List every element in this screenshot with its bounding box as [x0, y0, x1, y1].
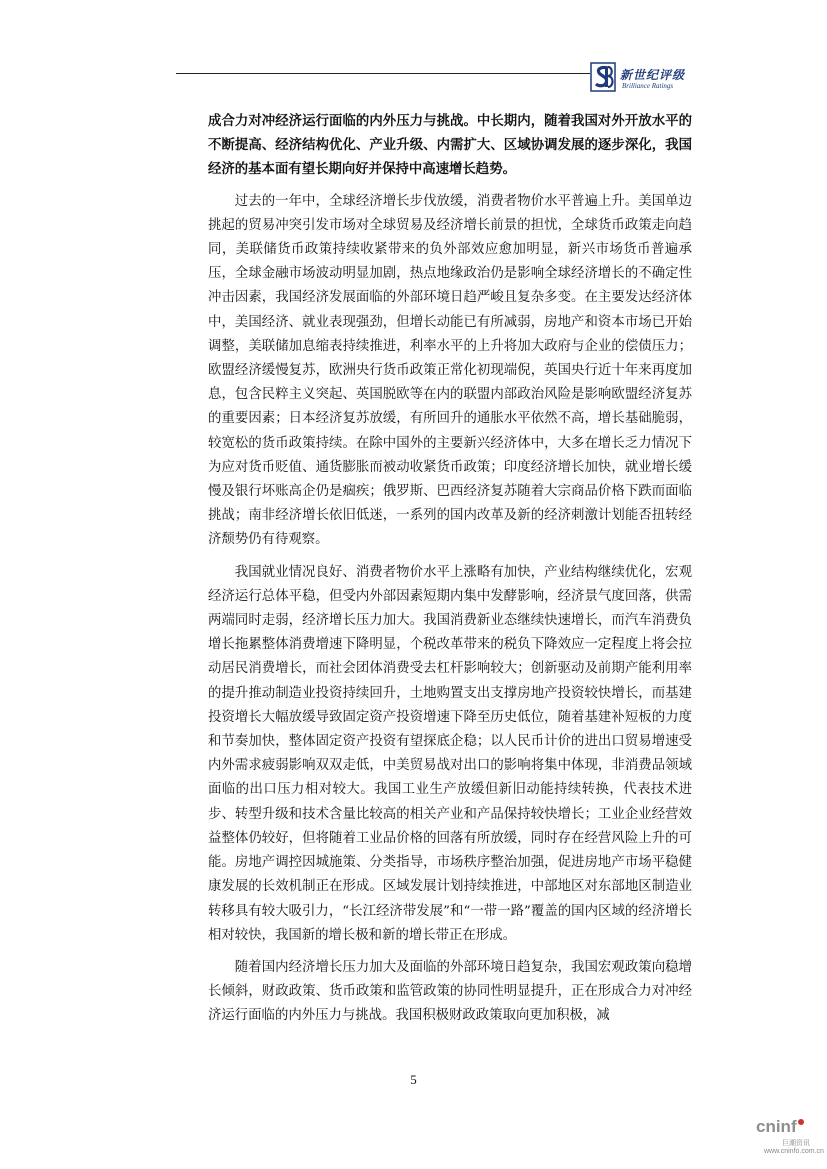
header-rule — [176, 73, 590, 74]
page-number: 5 — [410, 1072, 417, 1087]
paragraph-macro-policy: 随着国内经济增长压力加大及面临的外部环境日趋复杂，我国宏观政策向稳增长倾斜，财政政策、货币政策和监管政策的协同性明显提升，正在形成合力对冲经济运行面临的内外压力与挑战。我国积极财政政策取向更加积极，减 — [208, 959, 692, 1024]
document-body — [208, 109, 692, 1029]
cninfo-url: www.cninfo.com.cn — [764, 1148, 824, 1155]
paragraph-global-economy: 过去的一年中，全球经济增长步伐放缓，消费者物价水平普遍上升。美国单边挑起的贸易冲突引发市场对全球贸易及经济增长前景的担忧，全球货币政策走向趋同，美联储货币政策持续收紧带来的负外部效应愈加明显，新兴市场货币普遍承压，全球金融市场波动明显加剧，热点地缘政治仍是影响全球经济增长的不确定性冲击因素，我国经济发展面临的外部环境日趋严峻且复杂多变。在主要发达经济体中，美国经济、就业表现强劲，但增长动能已有所减弱，房地产和资本市场已开始调整，美联储加息缩表持续推进，利率水平的上升将加大政府与企业的偿债压力；欧盟经济缓慢复苏，欧洲央行货币政策正常化初现端倪，英国央行近十年来再度加息，包含民粹主义突起、英国脱欧等在内的联盟内部政治风险是影响欧盟经济复苏的重要因素；日本经济复苏放缓，有所回升的通胀水平依然不高，增长基础脆弱，较宽松的货币政策持续。在除中国外的主要新兴经济体中，大多在增长乏力情况下为应对货币贬值、通货膨胀而被动收紧货币政策；印度经济增长加快，就业增长缓慢及银行坏账高企仍是痼疾；俄罗斯、巴西经济复苏随着大宗商品价格下跌而面临挑战；南非经济增长依旧低迷，一系列的国内改革及新的经济刺激计划能否扭转经济颓势仍有待观察。 — [208, 193, 692, 548]
sb-logo-icon — [590, 62, 616, 92]
cninfo-watermark — [742, 1117, 822, 1161]
bold-intro-paragraph: 成合力对冲经济运行面临的内外压力与挑战。中长期内，随着我国对外开放水平的不断提高、经济结构优化、产业升级、内需扩大、区域协调发展的逐步深化，我国经济的基本面有望长期向好并保持中高速增长趋势。 — [208, 113, 692, 178]
cninfo-logo-text: cninf — [756, 1117, 797, 1136]
logo-chinese-name: 新世纪评级 — [620, 68, 686, 82]
cninfo-dot-icon — [798, 1119, 804, 1125]
logo-english-name: Brilliance Ratings — [622, 82, 674, 90]
cninfo-chinese-name: 巨潮资讯 — [782, 1139, 810, 1147]
paragraph-domestic-economy: 我国就业情况良好、消费者物价水平上涨略有加快，产业结构继续优化，宏观经济运行总体平稳，但受内外部因素短期内集中发酵影响，经济景气度回落，供需两端同时走弱，经济增长压力加大。我国消费新业态继续快速增长，而汽车消费负增长拖累整体消费增速下降明显，个税改革带来的税负下降效应一定程度上将会拉动居民消费增长，而社会团体消费受去杠杆影响较大；创新驱动及前期产能利用率的提升推动制造业投资持续回升，土地购置支出支撑房地产投资较快增长，而基建投资增长大幅放缓导致固定资产投资增速下降至历史低位，随着基建补短板的力度和节奏加快，整体固定资产投资有望探底企稳；以人民币计价的进出口贸易增速受内外需求疲弱影响双双走低，中美贸易战对出口的影响将集中体现，非消费品领域面临的出口压力相对较大。我国工业生产放缓但新旧动能持续转换，代表技术进步、转型升级和技术含量比较高的相关产业和产品保持较快增长；工业企业经营效益整体仍较好，但将随着工业品价格的回落有所放缓，同时存在经营风险上升的可能。房地产调控因城施策、分类指导，市场秩序整治加强，促进房地产市场平稳健康发展的长效机制正在形成。区域发展计划持续推进，中部地区对东部地区制造业转移具有较大吸引力，“长江经济带发展”和“一带一路”覆盖的国内区域的经济增长相对较快，我国新的增长极和新的增长带正在形成。 — [208, 564, 692, 943]
brilliance-ratings-logo — [590, 62, 690, 96]
